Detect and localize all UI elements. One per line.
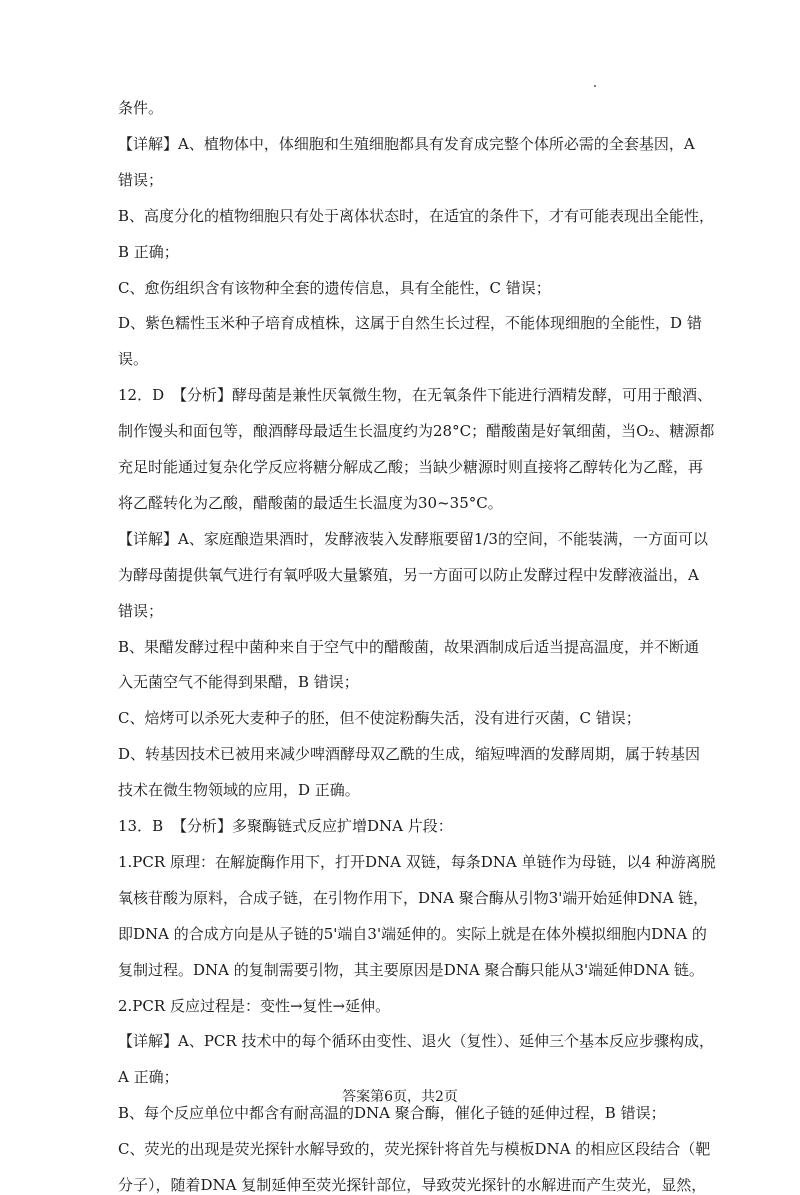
- text-line: [118, 996, 688, 1016]
- line-text: 充足时能通过复杂化学反应将糖分解成乙酸；当缺少糖源时则直接将乙醇转化为乙醛，再: [118, 458, 704, 476]
- text-line: [118, 1031, 714, 1051]
- line-text: A 正确；: [118, 1068, 179, 1086]
- line-text: B、果醋发酵过程中菌种来自于空气中的醋酸菌，故果酒制成后适当提高温度，并不断通: [118, 638, 700, 656]
- text-line: [118, 601, 688, 621]
- line-text: 【详解】A、家庭酿造果酒时，发酵液装入发酵瓶要留1/3的空间，不能装满，一方面可以: [118, 530, 708, 548]
- text-line: [118, 780, 688, 800]
- text-line: [118, 1103, 688, 1123]
- line-text: D、转基因技术已被用来减少啤酒酵母双乙酰的生成，缩短啤酒的发酵周期，属于转基因: [118, 745, 701, 763]
- text-line: [118, 529, 708, 549]
- line-text: B、每个反应单位中都含有耐高温的DNA 聚合酶，催化子链的延伸过程，B 错误；: [118, 1104, 666, 1122]
- line-text: 分子），随着DNA 复制延伸至荧光探针部位，导致荧光探针的水解进而产生荧光，显然，: [118, 1176, 707, 1194]
- text-line: [118, 278, 688, 298]
- text-line: [118, 924, 707, 944]
- text-line: [118, 1175, 707, 1195]
- text-line: [118, 134, 695, 154]
- line-text: B、高度分化的植物细胞只有处于离体状态时，在适宜的条件下，才有可能表现出全能性，: [118, 207, 715, 225]
- line-text: 【详解】A、PCR 技术中的每个循环由变性、退火（复性）、延伸三个基本反应步骤构成，: [118, 1032, 714, 1050]
- line-text: 误。: [118, 350, 149, 368]
- question-number: 13．B: [118, 817, 164, 835]
- text-line: [118, 493, 688, 513]
- text-line: [118, 242, 688, 262]
- text-line: [118, 313, 702, 333]
- line-text: 氧核苷酸为原料，合成子链，在引物作用下，DNA 聚合酶从引物3'端开始延伸DNA 链，: [118, 889, 709, 907]
- line-text: 【分析】酵母菌是兼性厌氧微生物，在无氧条件下能进行酒精发酵，可用于酿酒、: [172, 386, 713, 404]
- text-line: [118, 672, 688, 692]
- text-line: [118, 637, 700, 657]
- line-text: 错误；: [118, 602, 164, 620]
- text-line: [118, 708, 688, 728]
- line-text: 复制过程。DNA 的复制需要引物，其主要原因是DNA 聚合酶只能从3'端延伸DNA 链。: [118, 961, 704, 979]
- line-text: 【详解】A、植物体中，体细胞和生殖细胞都具有发育成完整个体所必需的全套基因，A: [118, 135, 695, 153]
- text-line: [118, 170, 688, 190]
- line-text: 错误；: [118, 171, 164, 189]
- text-line: [118, 98, 688, 118]
- question-number: 12．D: [118, 386, 165, 404]
- text-line: [118, 349, 688, 369]
- text-line: [118, 421, 715, 441]
- text-line: [118, 816, 688, 836]
- text-line: [118, 960, 704, 980]
- text-line: [118, 206, 715, 226]
- text-line: [118, 565, 699, 585]
- line-text: 为酵母菌提供氧气进行有氧呼吸大量繁殖，另一方面可以防止发酵过程中发酵液溢出，A: [118, 566, 699, 584]
- scan-speck: [594, 85, 596, 87]
- text-line: [118, 852, 716, 872]
- page-footer: 答案第6页，共2页: [342, 1089, 458, 1105]
- text-line: [118, 457, 704, 477]
- line-text: 条件。: [118, 99, 164, 117]
- line-text: 入无菌空气不能得到果醋，B 错误；: [118, 673, 359, 691]
- line-text: C、焙烤可以杀死大麦种子的胚，但不使淀粉酶失活，没有进行灭菌，C 错误；: [118, 709, 641, 727]
- line-text: C、愈伤组织含有该物种全套的遗传信息，具有全能性，C 错误；: [118, 279, 551, 297]
- text-line: [118, 744, 701, 764]
- text-line: [118, 1139, 711, 1159]
- text-line: [118, 385, 713, 405]
- line-text: 技术在微生物领域的应用，D 正确。: [118, 781, 360, 799]
- line-text: 制作馒头和面包等，酿酒酵母最适生长温度约为28°C；醋酸菌是好氧细菌，当O₂、糖源都: [118, 422, 715, 440]
- line-text: 2.PCR 反应过程是：变性→复性→延伸。: [118, 997, 391, 1015]
- text-line: [118, 888, 709, 908]
- line-text: 即DNA 的合成方向是从子链的5'端自3'端延伸的。实际上就是在体外模拟细胞内DNA 的: [118, 925, 707, 943]
- line-text: 将乙醛转化为乙酸，醋酸菌的最适生长温度为30~35°C。: [118, 494, 503, 512]
- line-text: B 正确；: [118, 243, 179, 261]
- text-line: [118, 1067, 688, 1087]
- line-text: 【分析】多聚酶链式反应扩增DNA 片段：: [172, 817, 453, 835]
- line-text: C、荧光的出现是荧光探针水解导致的，荧光探针将首先与模板DNA 的相应区段结合（靶: [118, 1140, 711, 1158]
- line-text: 1.PCR 原理：在解旋酶作用下，打开DNA 双链，每条DNA 单链作为母链，以4 种游离脱: [118, 853, 716, 871]
- line-text: D、紫色糯性玉米种子培育成植株，这属于自然生长过程，不能体现细胞的全能性，D 错: [118, 314, 702, 332]
